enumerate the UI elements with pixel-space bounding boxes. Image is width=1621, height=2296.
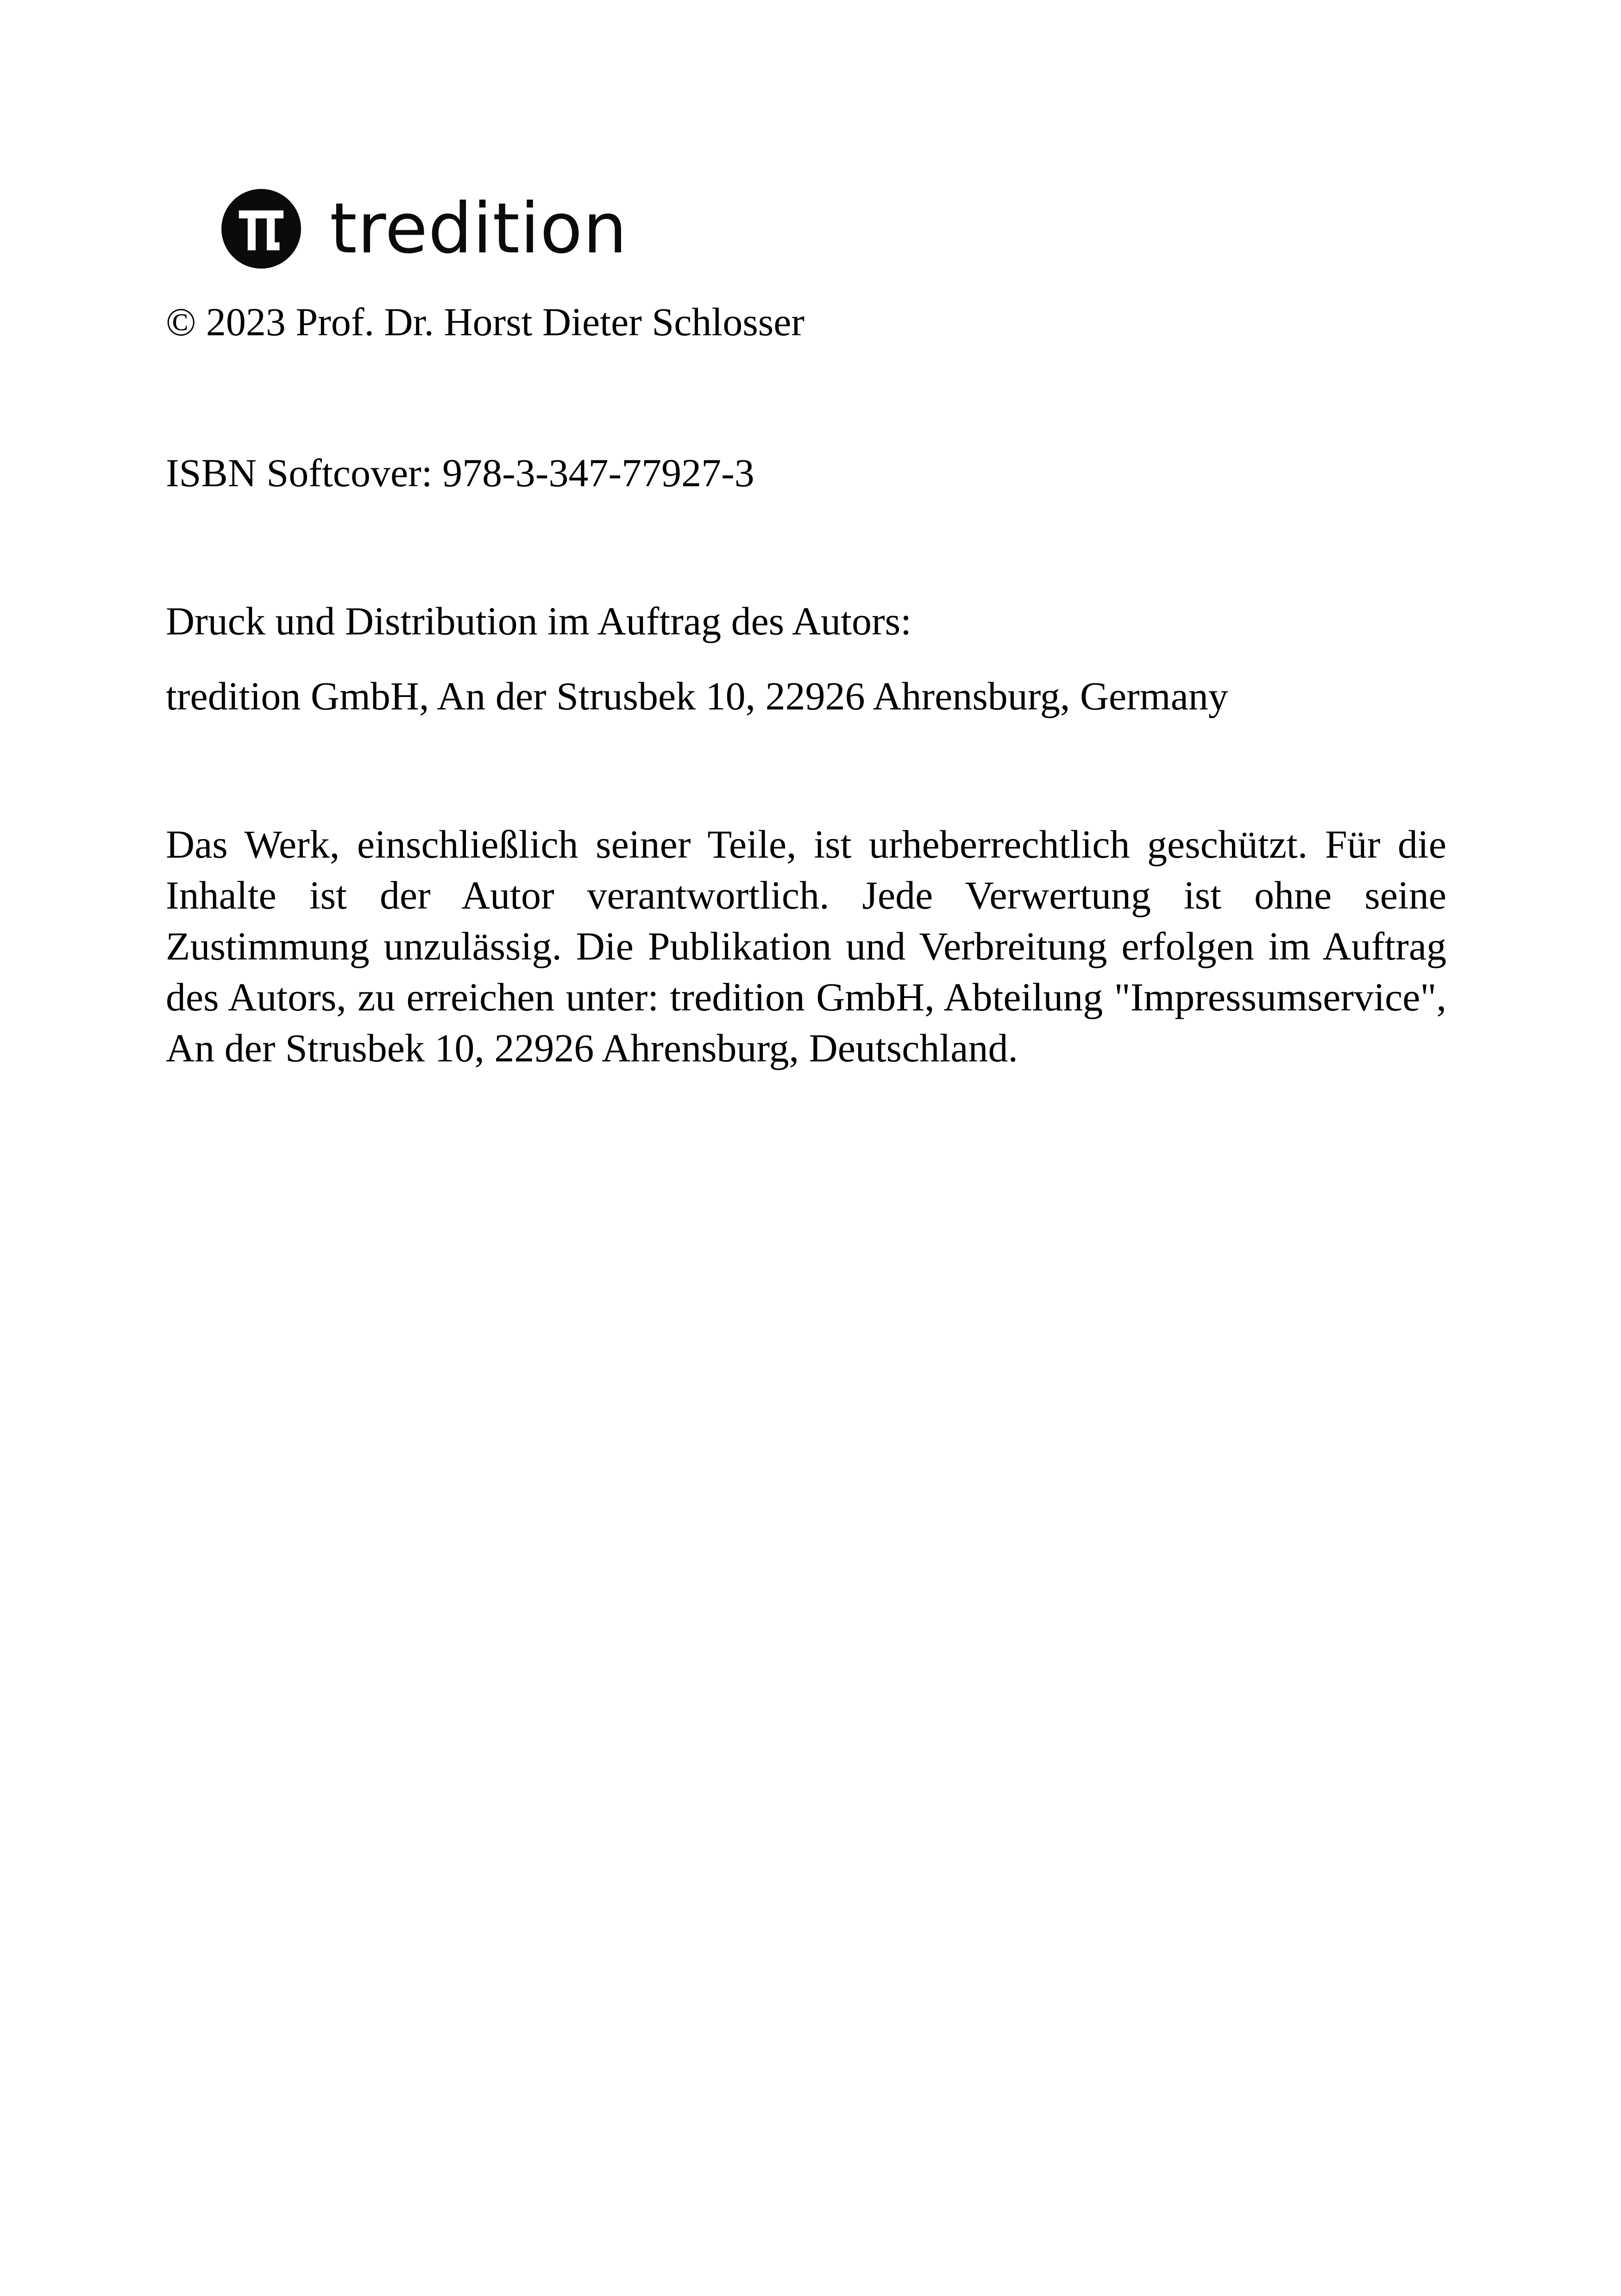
publisher-logo: [221, 187, 628, 270]
tredition-logo-icon: [221, 189, 301, 269]
publisher-wordmark: tredition: [330, 188, 628, 269]
distribution-address: tredition GmbH, An der Strusbek 10, 22926 Ahrensburg, Germany: [166, 674, 1228, 718]
isbn-line: ISBN Softcover: 978-3-347-77927-3: [166, 451, 754, 495]
legal-notice: Das Werk, einschließlich seiner Teile, ist urheberrechtlich geschützt. Für die Inhalte ist der Autor verantwortlich. Jede Verwertung ist ohne seine Zustimmung unzulässig. Die Publikation und Verbreitung erfolgen im Auftrag des Autors, zu erreichen unter: tredition GmbH, Abteilung "Impressumservice", An der Strusbek 10, 22926 Ahrensburg, Deutschland.: [166, 822, 1446, 1070]
distribution-label: Druck und Distribution im Auftrag des Autors:: [166, 599, 911, 643]
copyright-line: © 2023 Prof. Dr. Horst Dieter Schlosser: [166, 300, 805, 344]
